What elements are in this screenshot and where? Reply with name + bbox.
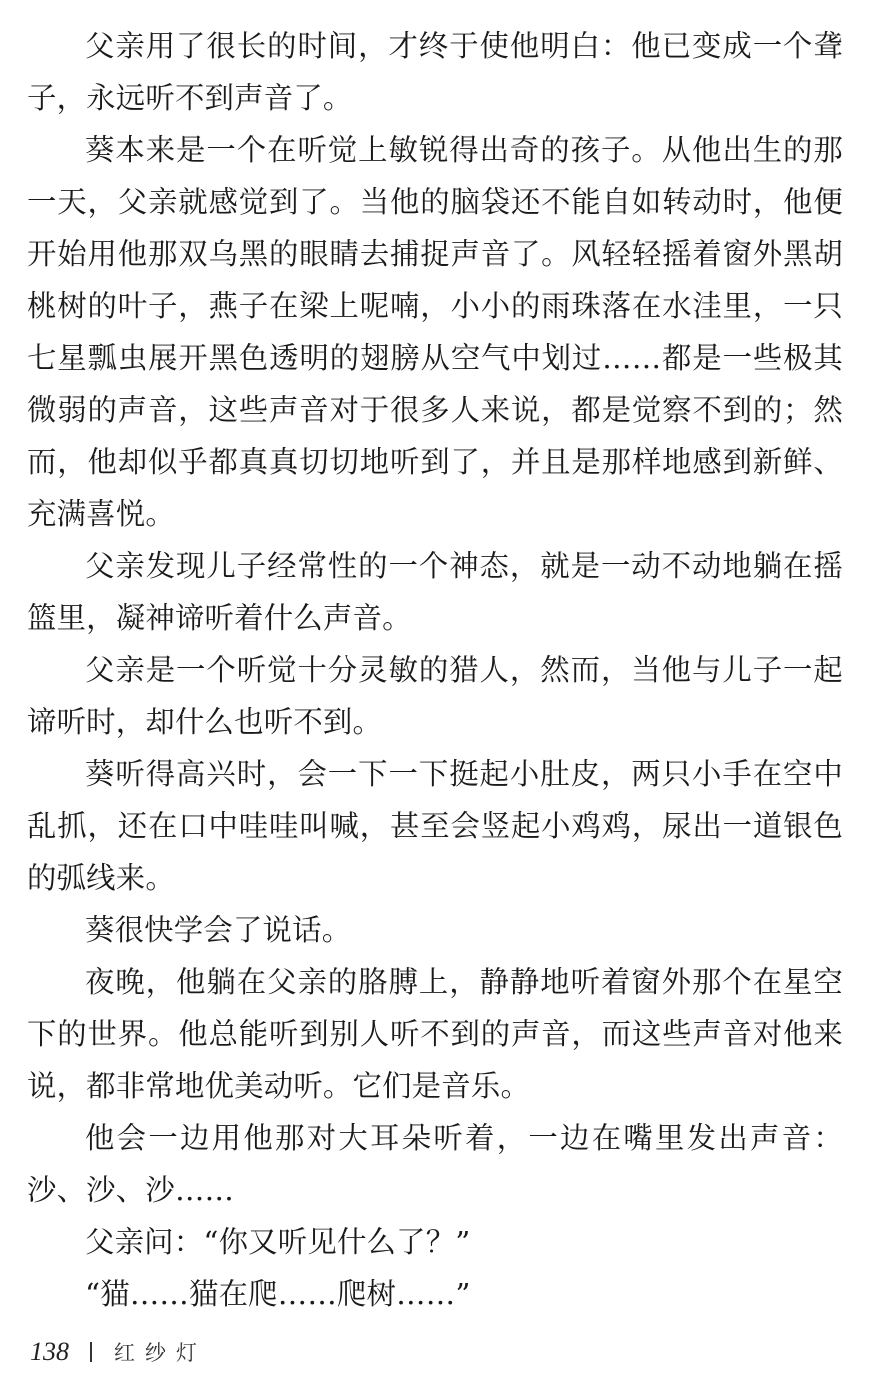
- paragraph: 父亲发现儿子经常性的一个神态，就是一动不动地躺在摇篮里，凝神谛听着什么声音。: [27, 549, 843, 635]
- page-number: 138: [30, 1337, 69, 1366]
- page-body: [27, 20, 843, 1320]
- paragraph: 父亲用了很长的时间，才终于使他明白：他已变成一个聋子，永远听不到声音了。: [27, 29, 843, 115]
- footer-divider: [90, 1342, 92, 1362]
- paragraph: “猫……猫在爬……爬树……”: [85, 1277, 471, 1311]
- paragraph: 父亲是一个听觉十分灵敏的猎人，然而，当他与儿子一起谛听时，却什么也听不到。: [27, 653, 843, 739]
- paragraph: 夜晚，他躺在父亲的胳膊上，静静地听着窗外那个在星空下的世界。他总能听到别人听不到的声音，而这些声音对他来说，都非常地优美动听。它们是音乐。: [27, 965, 843, 1103]
- paragraph: 父亲问：“你又听见什么了？”: [85, 1225, 471, 1259]
- page-footer: [30, 1332, 207, 1372]
- paragraph: 葵听得高兴时，会一下一下挺起小肚皮，两只小手在空中乱抓，还在口中哇哇叫喊，甚至会竖起小鸡鸡，尿出一道银色的弧线来。: [27, 757, 843, 895]
- book-title: 红纱灯: [114, 1341, 207, 1365]
- paragraph: 他会一边用他那对大耳朵听着，一边在嘴里发出声音：沙、沙、沙……: [27, 1121, 843, 1207]
- paragraph: 葵很快学会了说话。: [85, 913, 352, 947]
- paragraph: 葵本来是一个在听觉上敏锐得出奇的孩子。从他出生的那一天，父亲就感觉到了。当他的脑袋还不能自如转动时，他便开始用他那双乌黑的眼睛去捕捉声音了。风轻轻摇着窗外黑胡桃树的叶子，燕子在梁上呢喃，小小的雨珠落在水洼里，一只七星瓢虫展开黑色透明的翅膀从空气中划过……都是一些极其微弱的声音，这些声音对于很多人来说，都是觉察不到的；然而，他却似乎都真真切切地听到了，并且是那样地感到新鲜、充满喜悦。: [27, 133, 843, 531]
